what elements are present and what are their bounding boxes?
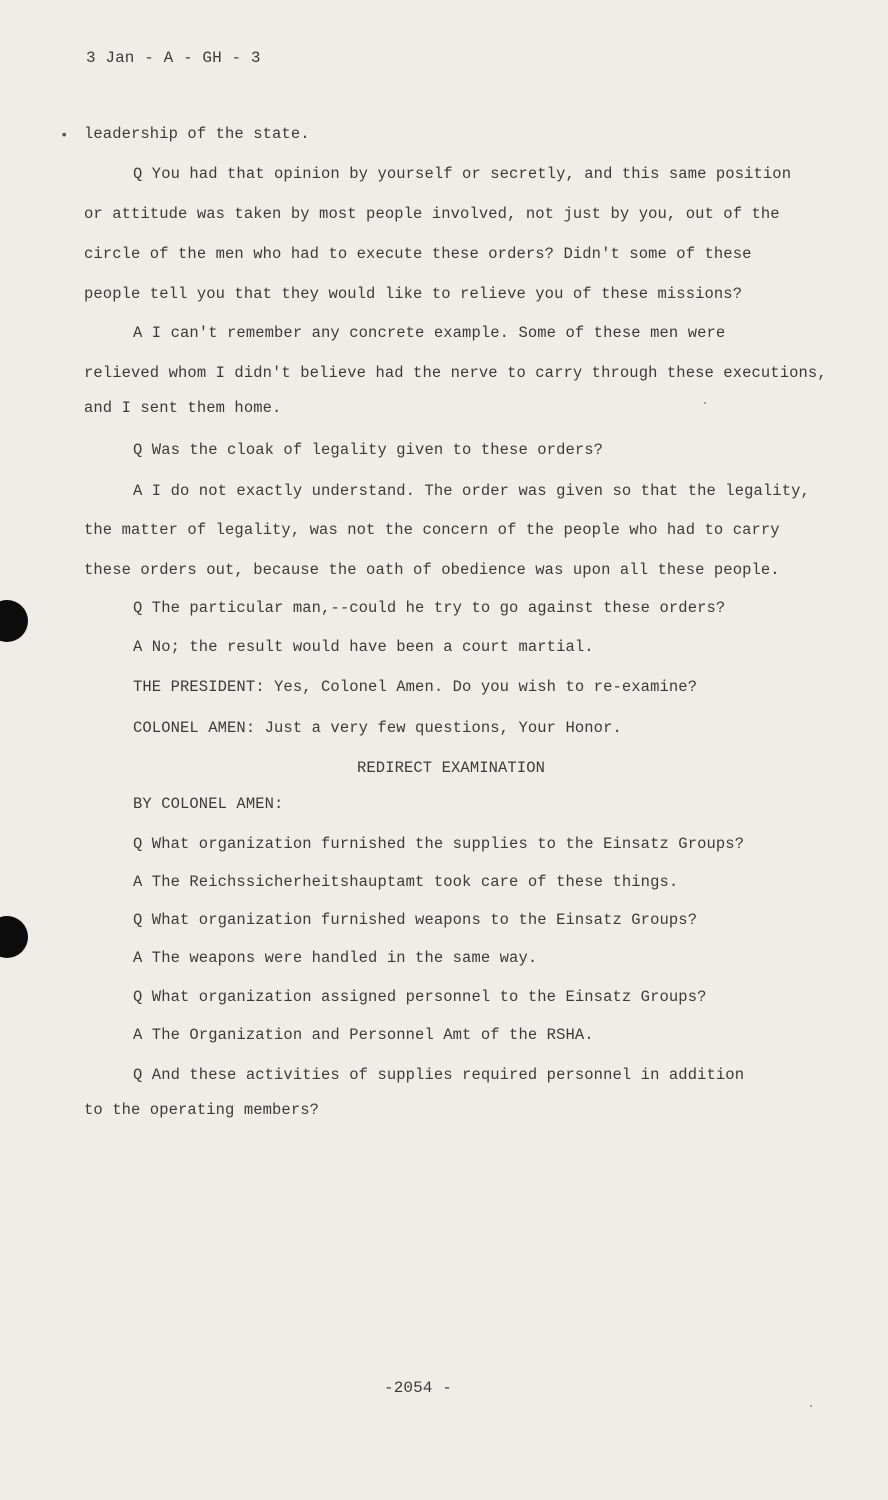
text-line: Q What organization furnished weapons to the Einsatz Groups?: [133, 911, 698, 929]
text-line: BY COLONEL AMEN:: [133, 795, 284, 813]
margin-dot-icon: •: [60, 128, 69, 144]
text-line: to the operating members?: [84, 1101, 320, 1119]
paper-speck: [704, 402, 706, 404]
text-line: these orders out, because the oath of obedience was upon all these people.: [84, 561, 780, 579]
text-line: circle of the men who had to execute these orders? Didn't some of these: [84, 245, 752, 263]
text-line: A I can't remember any concrete example. Some of these men were: [133, 324, 726, 342]
page-header: 3 Jan - A - GH - 3: [86, 49, 261, 67]
text-line: and I sent them home.: [84, 399, 282, 417]
text-line: A No; the result would have been a court martial.: [133, 638, 594, 656]
text-line: or attitude was taken by most people involved, not just by you, out of the: [84, 205, 780, 223]
page-number: -2054 -: [384, 1379, 452, 1397]
text-line: leadership of the state.: [84, 125, 310, 143]
punch-hole-lower: [0, 916, 28, 958]
text-line: people tell you that they would like to relieve you of these missions?: [84, 285, 743, 303]
text-line: Q The particular man,--could he try to go against these orders?: [133, 599, 726, 617]
text-line: Q And these activities of supplies required personnel in addition: [133, 1066, 745, 1084]
text-line: A The weapons were handled in the same way.: [133, 949, 538, 967]
section-heading: REDIRECT EXAMINATION: [357, 759, 546, 777]
text-line: A I do not exactly understand. The order was given so that the legality,: [133, 482, 810, 500]
text-line: Q You had that opinion by yourself or secretly, and this same position: [133, 165, 792, 183]
paper-speck: [810, 1405, 812, 1407]
text-line: Q Was the cloak of legality given to these orders?: [133, 441, 604, 459]
text-line: Q What organization assigned personnel to the Einsatz Groups?: [133, 988, 707, 1006]
punch-hole-upper: [0, 600, 28, 642]
text-line: the matter of legality, was not the concern of the people who had to carry: [84, 521, 780, 539]
text-line: relieved whom I didn't believe had the nerve to carry through these executions,: [84, 364, 827, 382]
text-line: A The Reichssicherheitshauptamt took care of these things.: [133, 873, 679, 891]
text-line: THE PRESIDENT: Yes, Colonel Amen. Do you wish to re-examine?: [133, 678, 698, 696]
text-line: Q What organization furnished the supplies to the Einsatz Groups?: [133, 835, 745, 853]
text-line: A The Organization and Personnel Amt of the RSHA.: [133, 1026, 594, 1044]
text-line: COLONEL AMEN: Just a very few questions, Your Honor.: [133, 719, 622, 737]
